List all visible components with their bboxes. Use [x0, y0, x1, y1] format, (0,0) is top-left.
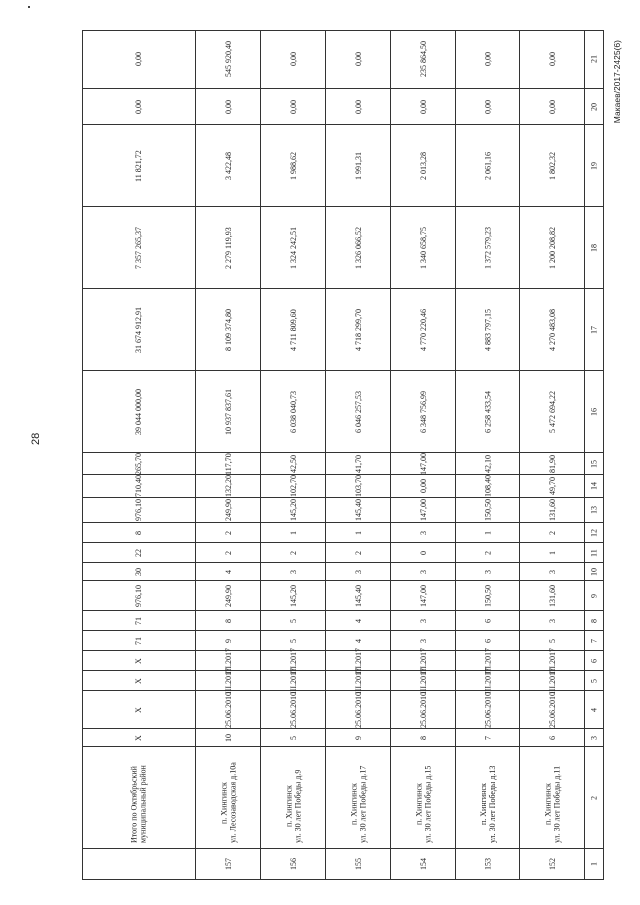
- table-cell: 102,70: [289, 475, 298, 498]
- table-cell: III.2017: [419, 668, 428, 694]
- table-cell: 145,20: [289, 499, 298, 522]
- table-cell: 150,50: [483, 585, 493, 607]
- document-reference: Макаев/2017-2425(6): [612, 40, 622, 124]
- table-cell: 49,70: [548, 477, 557, 496]
- table-cell: 0,00: [419, 100, 428, 114]
- table-cell: 131,60: [548, 499, 557, 522]
- table-cell: 1 991,31: [354, 152, 363, 180]
- table-cell: 0,00: [548, 52, 557, 66]
- table-cell: 0,00: [354, 52, 363, 66]
- table-cell: 0,00: [483, 100, 493, 114]
- table-cell: III.2017: [224, 648, 233, 674]
- table-cell: 3: [289, 570, 298, 574]
- column-number-header: 9: [589, 594, 599, 598]
- table-cell: 25.06.2010: [354, 692, 363, 728]
- address-cell: Итого по Октябрьский муниципальный район: [129, 765, 148, 843]
- column-number-header: 17: [589, 326, 599, 334]
- table-cell: 145,20: [289, 585, 298, 607]
- table-cell: 265,70: [134, 453, 143, 475]
- table-cell: 6 038 040,73: [289, 391, 298, 433]
- table-cell: 2: [354, 551, 363, 555]
- address-cell: п. Хингинск ул. 30 лет Победы д.11: [543, 765, 562, 843]
- column-number-header: 15: [589, 460, 599, 468]
- table-cell: 132,20: [224, 475, 233, 498]
- table-cell: 9: [354, 736, 363, 740]
- table-cell: 1 372 579,23: [483, 227, 493, 269]
- table-cell: 108,40: [483, 475, 493, 498]
- column-number-header: 18: [589, 244, 599, 252]
- column-number-header: 4: [589, 708, 599, 712]
- table-cell: 4: [354, 639, 363, 643]
- table-cell: 6 258 433,54: [483, 391, 493, 433]
- table-cell: III.2017: [483, 668, 493, 694]
- table-cell: 0,00: [134, 52, 143, 66]
- address-cell: п. Хингинск ул. 30 лет Победы д.15: [414, 765, 433, 843]
- table-cell: 2 279 119,93: [224, 227, 233, 269]
- table-cell: 545 920,40: [224, 41, 233, 77]
- table-cell: 4 711 809,60: [289, 309, 298, 351]
- table-cell: 31 674 912,91: [134, 307, 143, 353]
- table-cell: 9: [224, 639, 233, 643]
- table-cell: 8: [134, 531, 143, 535]
- table-cell: 6: [548, 736, 557, 740]
- table-cell: 6: [483, 639, 493, 643]
- table-cell: 147,00: [419, 499, 428, 522]
- table-cell: 81,90: [548, 455, 557, 473]
- table-cell: 3: [419, 639, 428, 643]
- table-cell: 2: [224, 551, 233, 555]
- table-cell: X: [134, 735, 143, 741]
- table-cell: 42,50: [289, 455, 298, 473]
- table-cell: 153: [483, 858, 493, 870]
- table-cell: 1 200 208,82: [548, 227, 557, 269]
- address-cell: п. Хингинск ул. 30 лет Победы д.17: [349, 765, 368, 843]
- table-cell: 147,00: [419, 585, 428, 607]
- table-cell: 0,00: [224, 100, 233, 114]
- table-cell: 155: [354, 858, 363, 870]
- table-cell: 4 270 483,08: [548, 309, 557, 351]
- table-cell: 6 046 257,53: [354, 391, 363, 433]
- table-cell: 5: [289, 736, 298, 740]
- column-number-header: 14: [589, 482, 599, 491]
- table-cell: 1: [354, 531, 363, 535]
- column-number-header: 3: [589, 736, 599, 740]
- table-cell: 3: [419, 531, 428, 535]
- table-cell: 2: [224, 531, 233, 535]
- table-cell: 0,00: [419, 479, 428, 494]
- table-cell: 0,00: [483, 52, 493, 66]
- table-cell: 117,70: [224, 453, 233, 475]
- table-cell: 156: [289, 858, 298, 870]
- address-cell: п. Хингинск ул. 30 лет Победы д.13: [478, 765, 497, 843]
- table-cell: 5 472 694,22: [548, 391, 557, 433]
- table-cell: 249,90: [224, 499, 233, 522]
- table-cell: 1: [548, 551, 557, 555]
- table-cell: 4 883 797,15: [483, 309, 493, 351]
- table-cell: 154: [419, 858, 428, 870]
- table-cell: 3: [419, 570, 428, 574]
- column-number-header: 8: [589, 619, 599, 623]
- table-cell: 131,60: [548, 585, 557, 607]
- table-cell: III.2017: [548, 668, 557, 694]
- table-cell: 2 013,28: [419, 152, 428, 180]
- table-cell: 8: [419, 736, 428, 740]
- table-cell: 7 357 265,37: [134, 227, 143, 269]
- table-cell: 1 326 066,52: [354, 227, 363, 269]
- table-cell: 11 821,72: [134, 150, 143, 182]
- table-cell: 145,40: [354, 499, 363, 522]
- table-cell: III.2017: [354, 648, 363, 674]
- column-number-header: 20: [589, 103, 599, 111]
- table-cell: 6 348 756,99: [419, 391, 428, 433]
- rotated-table: [82, 30, 604, 880]
- table-cell: 4: [224, 570, 233, 574]
- table-cell: 4 718 299,70: [354, 309, 363, 351]
- column-number-header: 21: [589, 55, 599, 63]
- table-cell: 152: [548, 858, 557, 870]
- table-cell: 1: [289, 531, 298, 535]
- table-cell: 0,00: [548, 100, 557, 114]
- table-cell: 10 937 837,61: [224, 389, 233, 435]
- table-cell: 25.06.2010: [289, 692, 298, 728]
- table-cell: 30: [134, 568, 143, 576]
- table-cell: 5: [289, 639, 298, 643]
- table-cell: 25.06.2010: [224, 692, 233, 728]
- table-cell: III.2017: [483, 648, 493, 674]
- column-number-header: 10: [589, 568, 599, 576]
- table-cell: 4 770 220,46: [419, 309, 428, 351]
- table-cell: III.2017: [224, 668, 233, 694]
- table-cell: 0,00: [289, 100, 298, 114]
- table-cell: 0,00: [354, 100, 363, 114]
- table-cell: 710,40: [134, 475, 143, 498]
- table-cell: 1 988,62: [289, 152, 298, 180]
- scan-speck: [28, 6, 30, 8]
- table-cell: 0,00: [289, 52, 298, 66]
- table-cell: 3 422,48: [224, 152, 233, 180]
- table-cell: 4: [354, 619, 363, 623]
- table-cell: 1 802,32: [548, 152, 557, 180]
- table-cell: 22: [134, 549, 143, 557]
- table-cell: 150,50: [483, 499, 493, 522]
- table-cell: III.2017: [548, 648, 557, 674]
- table-cell: X: [134, 658, 143, 664]
- table-cell: 71: [134, 637, 143, 645]
- table-cell: 976,10: [134, 585, 143, 607]
- table-cell: 147,00: [419, 453, 428, 475]
- table-cell: 976,10: [134, 499, 143, 522]
- table-cell: 1 324 242,51: [289, 227, 298, 269]
- table-cell: 42,10: [483, 455, 493, 473]
- column-number-header: 16: [589, 408, 599, 416]
- table-cell: 0,00: [134, 100, 143, 114]
- table-cell: 71: [134, 617, 143, 625]
- table-cell: 145,40: [354, 585, 363, 607]
- table-cell: 8 109 374,80: [224, 309, 233, 351]
- table-cell: X: [134, 707, 143, 713]
- address-cell: п. Хингинск ул. 30 лет Победы д.9: [284, 769, 303, 843]
- table-cell: 235 864,50: [419, 41, 428, 77]
- table-cell: 3: [419, 619, 428, 623]
- table-cell: 25.06.2010: [483, 692, 493, 728]
- table-cell: 2: [289, 551, 298, 555]
- column-number-header: 19: [589, 162, 599, 170]
- column-number-header: 13: [589, 506, 599, 515]
- table-cell: 25.06.2010: [548, 692, 557, 728]
- table-cell: 249,90: [224, 585, 233, 607]
- table-cell: III.2017: [419, 648, 428, 674]
- table-cell: 2: [548, 531, 557, 535]
- table-cell: 7: [483, 736, 493, 740]
- table-grid: [82, 30, 604, 880]
- table-cell: 1 340 658,75: [419, 227, 428, 269]
- address-cell: п. Хингинск ул. Лесозаводская д.10а: [219, 762, 238, 843]
- column-number-header: 2: [589, 796, 599, 800]
- table-cell: 2 061,16: [483, 152, 493, 180]
- table-cell: 5: [548, 639, 557, 643]
- table-cell: 5: [289, 619, 298, 623]
- table-cell: 3: [483, 570, 493, 574]
- table-cell: 3: [548, 619, 557, 623]
- table-cell: 10: [224, 734, 233, 742]
- column-number-header: 6: [589, 659, 599, 663]
- column-number-header: 5: [589, 679, 599, 683]
- column-number-header: 1: [589, 862, 599, 866]
- table-cell: 1: [483, 531, 493, 535]
- table-cell: 39 044 000,00: [134, 389, 143, 435]
- table-cell: 8: [224, 619, 233, 623]
- column-number-header: 12: [589, 529, 599, 537]
- table-cell: 41,70: [354, 455, 363, 473]
- column-number-header: 7: [589, 639, 599, 643]
- column-number-header: 11: [589, 549, 599, 557]
- table-cell: III.2017: [289, 648, 298, 674]
- table-cell: X: [134, 678, 143, 684]
- table-cell: 25.06.2010: [419, 692, 428, 728]
- table-cell: 3: [354, 570, 363, 574]
- table-cell: III.2017: [354, 668, 363, 694]
- table-cell: 103,70: [354, 475, 363, 498]
- table-cell: 157: [224, 858, 233, 870]
- table-cell: [81, 849, 196, 879]
- table-cell: 6: [483, 619, 493, 623]
- table-cell: 2: [483, 551, 493, 555]
- table-cell: 0: [419, 551, 428, 555]
- table-cell: III.2017: [289, 668, 298, 694]
- table-cell: 3: [548, 570, 557, 574]
- page-number: 28: [30, 432, 42, 445]
